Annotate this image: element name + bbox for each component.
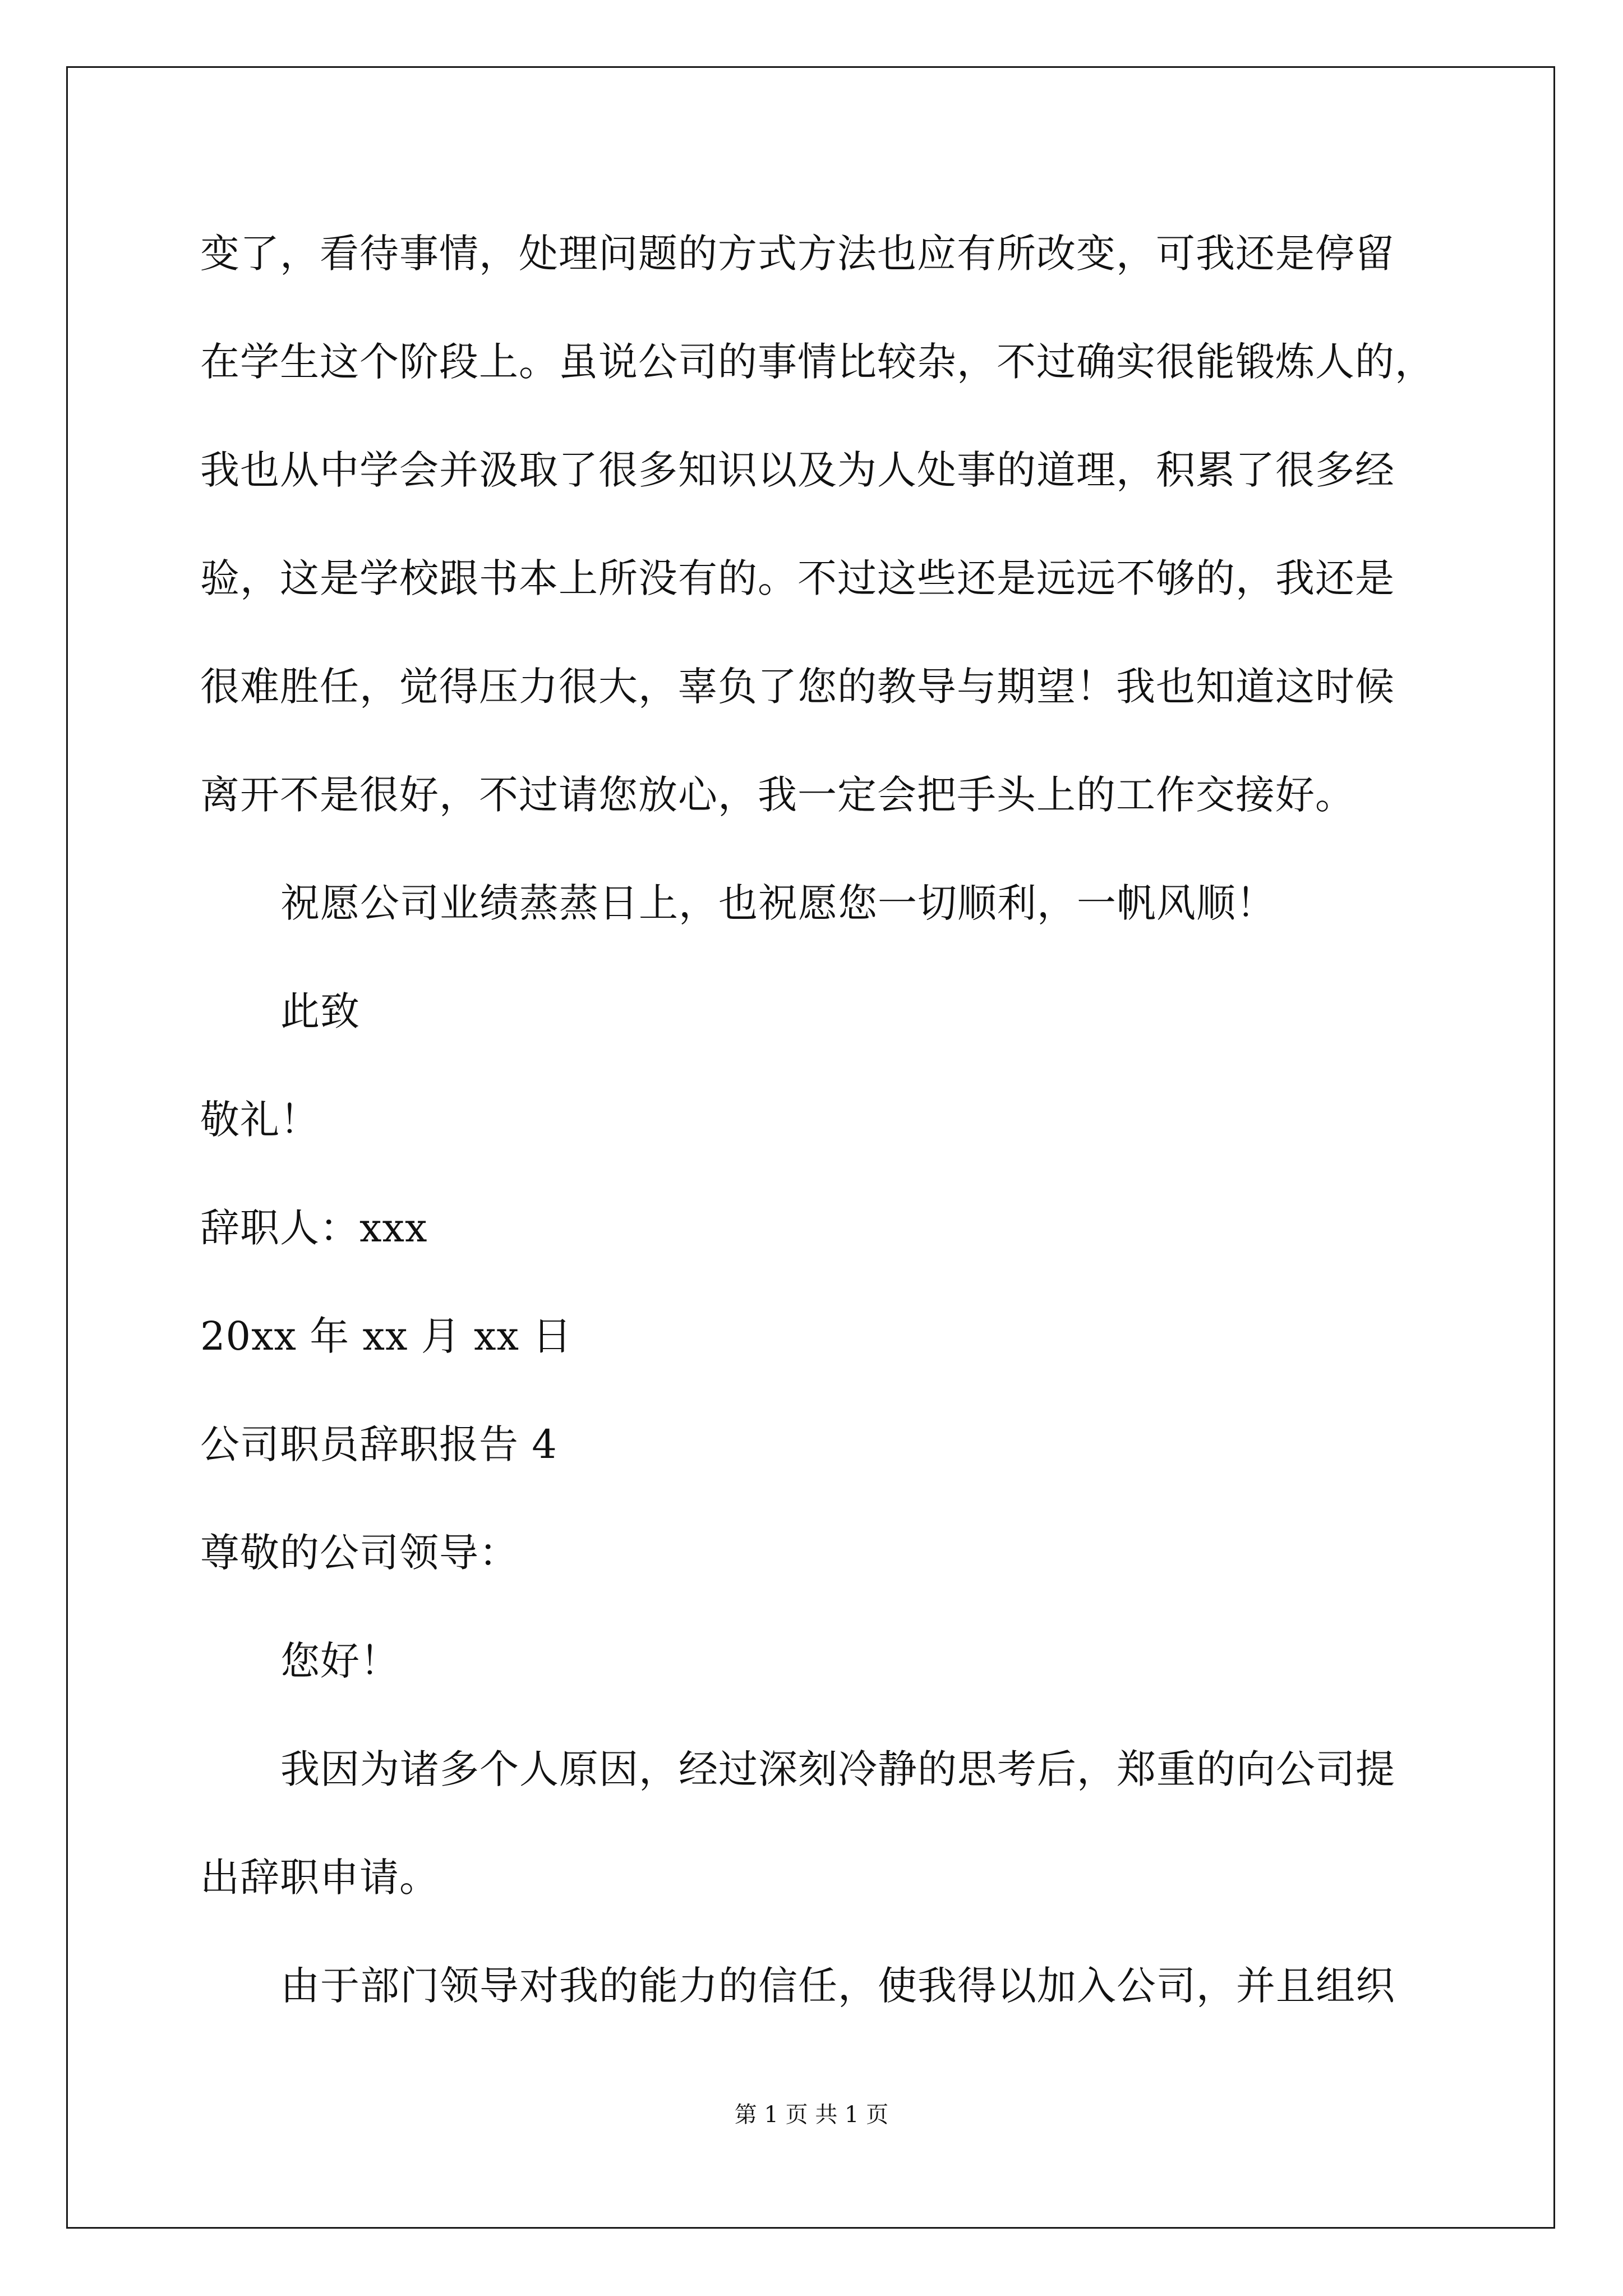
signature-line: 辞职人：xxx [200, 1205, 428, 1251]
greeting-recipient: 尊敬的公司领导： [200, 1530, 519, 1576]
body-paragraph-line: 变了，看待事情，处理问题的方式方法也应有所改变，可我还是停留 [200, 231, 1395, 277]
body-paragraph-line: 我也从中学会并汲取了很多知识以及为人处事的道理，积累了很多经 [200, 447, 1395, 493]
wishes-line: 祝愿公司业绩蒸蒸日上，也祝愿您一切顺利，一帆风顺！ [280, 880, 1276, 926]
greeting-hello: 您好！ [280, 1638, 400, 1684]
date-line: 20xx 年 xx 月 xx 日 [200, 1313, 573, 1359]
body-paragraph-line: 很难胜任，觉得压力很大，辜负了您的教导与期望！我也知道这时候 [200, 664, 1395, 710]
body-paragraph-line: 我因为诸多个人原因，经过深刻冷静的思考后，郑重的向公司提 [280, 1746, 1395, 1792]
body-paragraph-line: 出辞职申请。 [200, 1855, 439, 1901]
closing-salutation: 此致 [280, 988, 360, 1034]
body-paragraph-line: 验，这是学校跟书本上所没有的。不过这些还是远远不够的，我还是 [200, 555, 1395, 601]
body-paragraph-line: 由于部门领导对我的能力的信任，使我得以加入公司，并且组织 [280, 1963, 1395, 2009]
page-number-footer: 第 1 页 共 1 页 [734, 2102, 889, 2128]
section-title: 公司职员辞职报告 4 [200, 1421, 557, 1467]
closing-respect: 敬礼！ [200, 1097, 320, 1143]
body-paragraph-line: 离开不是很好，不过请您放心，我一定会把手头上的工作交接好。 [200, 772, 1355, 818]
body-paragraph-line: 在学生这个阶段上。虽说公司的事情比较杂，不过确实很能锻炼人的， [200, 339, 1435, 385]
page-border [66, 66, 1555, 2229]
